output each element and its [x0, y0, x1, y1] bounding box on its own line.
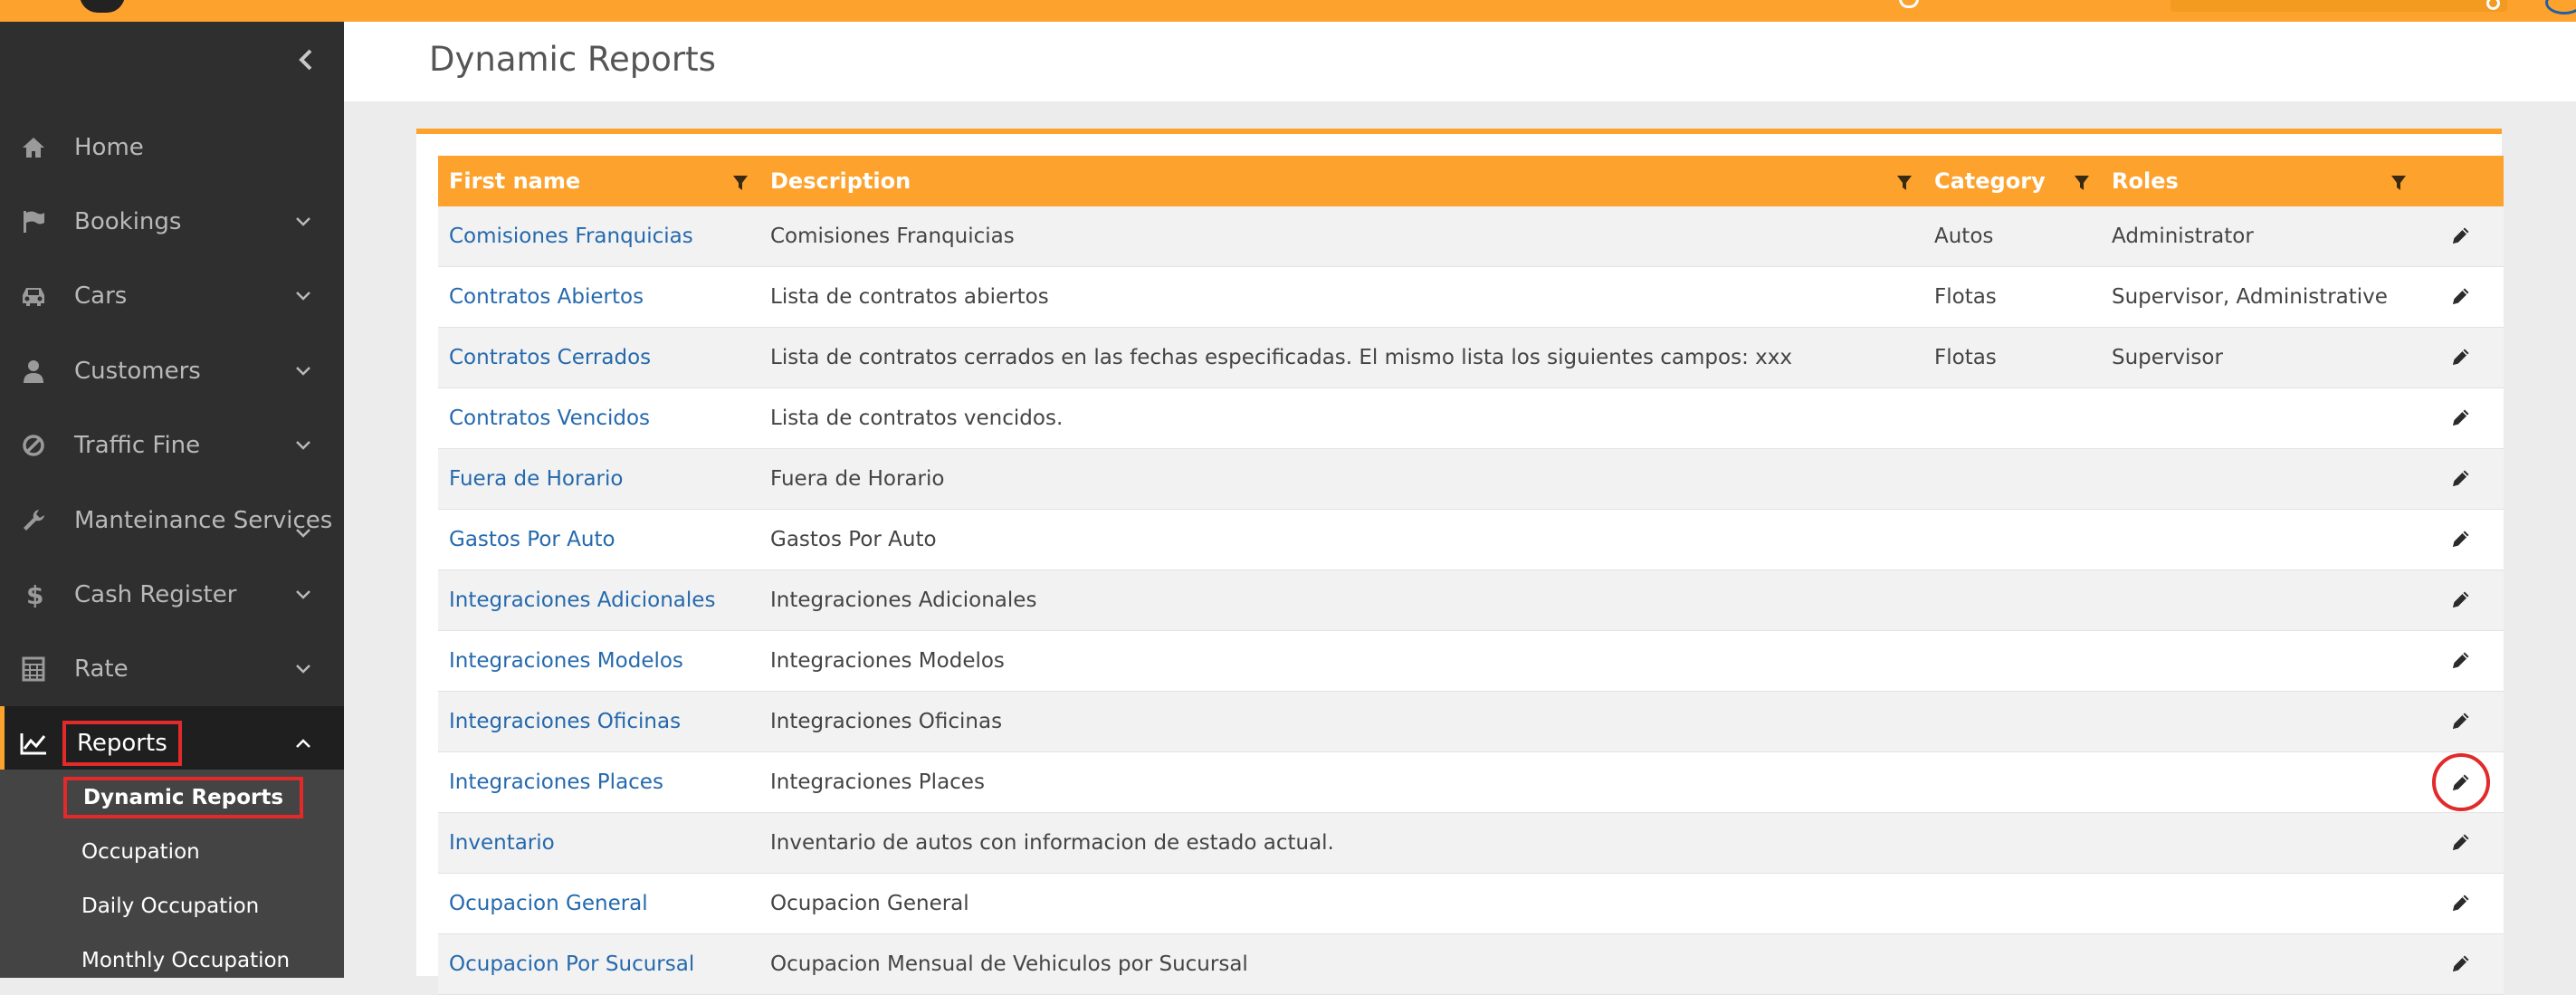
table-row[interactable]	[438, 388, 2504, 449]
submenu-item-dynamic-reports[interactable]: Dynamic Reports	[63, 777, 303, 818]
cell-roles	[2101, 813, 2418, 874]
cell-category: Flotas	[1923, 328, 2101, 388]
report-name-link[interactable]: Ocupacion General	[438, 874, 759, 934]
cell-roles	[2101, 874, 2418, 934]
filter-icon[interactable]	[732, 172, 749, 190]
report-name-link[interactable]: Gastos Por Auto	[438, 510, 759, 570]
main-content	[344, 22, 2576, 976]
dollar-icon	[18, 579, 49, 610]
sidebar-item-traffic-fine[interactable]	[0, 408, 344, 483]
search-icon[interactable]	[2486, 0, 2500, 10]
table-header-row	[438, 156, 2504, 206]
sidebar-item-label: Customers	[74, 358, 201, 385]
column-header-description[interactable]	[759, 156, 1923, 206]
cell-description: Lista de contratos cerrados en las fechas especificadas. El mismo lista los siguientes campos: xxx	[759, 328, 1923, 388]
sidebar-item-manteinance-services[interactable]	[0, 483, 344, 558]
cell-description: Integraciones Oficinas	[759, 692, 1923, 752]
svg-text:$: $	[26, 581, 43, 608]
cell-actions	[2418, 813, 2504, 874]
cell-roles: Supervisor, Administrative	[2101, 267, 2418, 328]
reports-submenu	[0, 770, 344, 978]
cell-roles	[2101, 752, 2418, 813]
table-row[interactable]	[438, 206, 2504, 267]
cell-description: Inventario de autos con informacion de estado actual.	[759, 813, 1923, 874]
chevron-down-icon	[293, 523, 313, 543]
edit-icon[interactable]	[2447, 707, 2475, 734]
car-icon	[18, 281, 49, 311]
chevron-up-icon	[293, 733, 313, 753]
cell-category	[1923, 570, 2101, 631]
cell-description: Comisiones Franquicias	[759, 206, 1923, 267]
user-icon	[18, 356, 49, 387]
table-row[interactable]	[438, 934, 2504, 995]
edit-icon[interactable]	[2447, 464, 2475, 492]
cell-description: Integraciones Modelos	[759, 631, 1923, 692]
report-name-link[interactable]: Integraciones Modelos	[438, 631, 759, 692]
sidebar-item-bookings[interactable]	[0, 185, 344, 259]
cell-category	[1923, 692, 2101, 752]
cell-actions	[2418, 267, 2504, 328]
cell-description: Lista de contratos vencidos.	[759, 388, 1923, 449]
cell-actions	[2418, 934, 2504, 995]
sidebar-item-home[interactable]	[0, 110, 344, 185]
column-header-label: First name	[449, 168, 581, 194]
cell-roles	[2101, 934, 2418, 995]
chevron-down-icon	[293, 212, 313, 232]
reports-panel	[416, 129, 2502, 976]
edit-icon[interactable]	[2447, 586, 2475, 613]
table-row[interactable]	[438, 570, 2504, 631]
sidebar-item-customers[interactable]	[0, 334, 344, 408]
cell-roles	[2101, 510, 2418, 570]
report-name-link[interactable]: Contratos Abiertos	[438, 267, 759, 328]
edit-icon[interactable]	[2447, 525, 2475, 552]
ban-icon	[18, 430, 49, 461]
line-chart-icon	[18, 728, 49, 759]
table-row[interactable]	[438, 631, 2504, 692]
cell-description: Gastos Por Auto	[759, 510, 1923, 570]
chevron-left-icon	[296, 48, 316, 72]
reports-table	[438, 156, 2504, 995]
report-name-link[interactable]: Contratos Vencidos	[438, 388, 759, 449]
sidebar-item-label: Manteinance Services	[74, 507, 333, 534]
table-row[interactable]	[438, 449, 2504, 510]
edit-icon[interactable]	[2432, 753, 2490, 811]
column-header-roles[interactable]	[2101, 156, 2418, 206]
report-name-link[interactable]: Fuera de Horario	[438, 449, 759, 510]
cell-roles	[2101, 631, 2418, 692]
column-header-actions	[2418, 156, 2504, 206]
table-row[interactable]	[438, 328, 2504, 388]
edit-icon[interactable]	[2447, 343, 2475, 370]
column-header-label: Category	[1934, 168, 2046, 194]
page-header	[344, 22, 2576, 101]
notification-icon[interactable]	[1899, 0, 1919, 8]
cell-description: Ocupacion Mensual de Vehiculos por Sucursal	[759, 934, 1923, 995]
cell-category	[1923, 934, 2101, 995]
sidebar-item-label: Cash Register	[74, 581, 237, 608]
report-name-link[interactable]: Contratos Cerrados	[438, 328, 759, 388]
page-title: Dynamic Reports	[429, 40, 716, 79]
cell-actions	[2418, 206, 2504, 267]
cell-roles: Supervisor	[2101, 328, 2418, 388]
edit-icon[interactable]	[2447, 222, 2475, 249]
cell-category	[1923, 874, 2101, 934]
table-row[interactable]	[438, 874, 2504, 934]
filter-icon[interactable]	[2390, 172, 2407, 190]
column-header-first-name[interactable]	[438, 156, 759, 206]
cell-roles: Administrator	[2101, 206, 2418, 267]
report-name-link[interactable]: Ocupacion Por Sucursal	[438, 934, 759, 995]
table-row[interactable]	[438, 267, 2504, 328]
sidebar-item-label: Cars	[74, 282, 128, 310]
table-row[interactable]	[438, 692, 2504, 752]
cell-category	[1923, 388, 2101, 449]
edit-icon[interactable]	[2447, 282, 2475, 310]
submenu-item-occupation[interactable]: Occupation	[81, 840, 200, 864]
cell-actions	[2418, 874, 2504, 934]
cell-actions	[2418, 752, 2504, 813]
cell-description: Integraciones Places	[759, 752, 1923, 813]
avatar[interactable]	[2545, 0, 2576, 14]
column-header-label: Description	[770, 168, 911, 194]
cell-description: Lista de contratos abiertos	[759, 267, 1923, 328]
cell-actions	[2418, 570, 2504, 631]
cell-roles	[2101, 449, 2418, 510]
chevron-down-icon	[293, 361, 313, 381]
report-name-link[interactable]: Inventario	[438, 813, 759, 874]
cell-actions	[2418, 692, 2504, 752]
chevron-down-icon	[293, 286, 313, 306]
cell-category: Flotas	[1923, 267, 2101, 328]
sidebar-item-rate[interactable]	[0, 632, 344, 706]
cell-category	[1923, 813, 2101, 874]
cell-description: Integraciones Adicionales	[759, 570, 1923, 631]
cell-description: Fuera de Horario	[759, 449, 1923, 510]
top-bar	[0, 0, 2576, 22]
cell-roles	[2101, 692, 2418, 752]
sidebar-item-label: Rate	[74, 655, 129, 683]
cell-category	[1923, 449, 2101, 510]
home-icon	[18, 132, 49, 163]
edit-icon[interactable]	[2447, 404, 2475, 431]
table-row[interactable]	[438, 752, 2504, 813]
cell-category: Autos	[1923, 206, 2101, 267]
edit-icon[interactable]	[2447, 950, 2475, 977]
edit-icon[interactable]	[2447, 828, 2475, 856]
cell-actions	[2418, 449, 2504, 510]
sidebar-item-cash-register[interactable]	[0, 558, 344, 632]
calculator-icon	[18, 654, 49, 684]
column-header-category[interactable]	[1923, 156, 2101, 206]
sidebar-item-label: Home	[74, 134, 144, 161]
cell-actions	[2418, 328, 2504, 388]
chevron-down-icon	[293, 435, 313, 455]
submenu-item-daily-occupation[interactable]: Daily Occupation	[81, 895, 260, 918]
edit-icon[interactable]	[2447, 889, 2475, 916]
edit-icon[interactable]	[2447, 646, 2475, 674]
sidebar-item-label: Traffic Fine	[74, 432, 201, 459]
cell-roles	[2101, 388, 2418, 449]
sidebar	[0, 22, 344, 972]
cell-actions	[2418, 510, 2504, 570]
sidebar-item-label: Reports	[62, 721, 182, 766]
cell-actions	[2418, 388, 2504, 449]
table-body	[438, 206, 2504, 995]
report-name-link[interactable]: Integraciones Oficinas	[438, 692, 759, 752]
filter-icon[interactable]	[2074, 172, 2090, 190]
report-name-link[interactable]: Comisiones Franquicias	[438, 206, 759, 267]
search-input[interactable]	[2171, 0, 2507, 12]
sidebar-item-cars[interactable]	[0, 259, 344, 333]
cell-category	[1923, 631, 2101, 692]
filter-icon[interactable]	[1896, 172, 1913, 190]
wrench-icon	[18, 505, 49, 536]
submenu-item-monthly-occupation[interactable]: Monthly Occupation	[81, 949, 291, 972]
logo[interactable]	[80, 0, 125, 13]
collapse-sidebar-button[interactable]	[288, 42, 324, 78]
cell-roles	[2101, 570, 2418, 631]
table-row[interactable]	[438, 813, 2504, 874]
cell-category	[1923, 752, 2101, 813]
table-row[interactable]	[438, 510, 2504, 570]
chevron-down-icon	[293, 659, 313, 679]
report-name-link[interactable]: Integraciones Places	[438, 752, 759, 813]
cell-description: Ocupacion General	[759, 874, 1923, 934]
flag-icon	[18, 206, 49, 237]
column-header-label: Roles	[2112, 168, 2179, 194]
report-name-link[interactable]: Integraciones Adicionales	[438, 570, 759, 631]
cell-actions	[2418, 631, 2504, 692]
cell-category	[1923, 510, 2101, 570]
chevron-down-icon	[293, 585, 313, 605]
sidebar-item-label: Bookings	[74, 208, 182, 235]
